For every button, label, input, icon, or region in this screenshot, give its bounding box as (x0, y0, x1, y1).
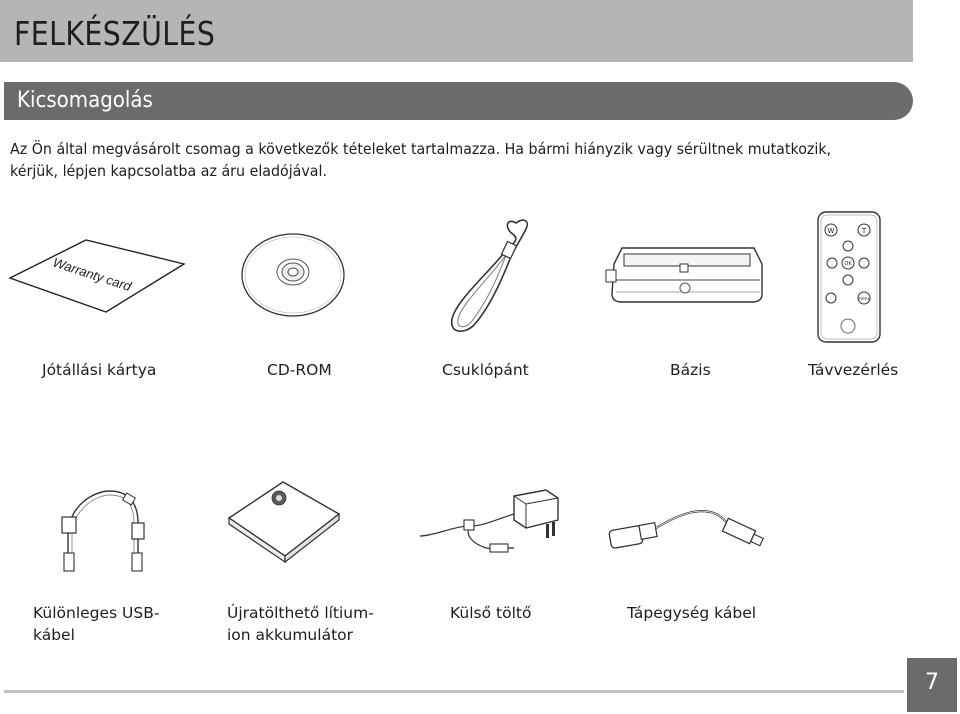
section-title: Kicsomagolás (17, 88, 153, 113)
item-charger (414, 486, 564, 562)
battery-icon (225, 478, 343, 564)
cd-rom-icon (240, 232, 346, 318)
caption-battery-line2: ion akkumulátor (227, 626, 353, 644)
caption-battery-line1: Újratölthető lítium- (227, 604, 374, 622)
remote-control-icon (816, 210, 882, 344)
item-usb-cable (54, 487, 154, 573)
wrist-strap-icon (444, 215, 534, 337)
caption-warranty-card: Jótállási kártya (42, 361, 157, 379)
caption-usb-cable-line2: kábel (33, 626, 75, 644)
caption-wrist-strap: Csuklópánt (442, 361, 529, 379)
usb-cable-icon (54, 487, 154, 573)
chapter-header (0, 0, 913, 62)
caption-dock-base: Bázis (670, 361, 711, 379)
item-remote-control (816, 210, 882, 344)
page-number-box (907, 658, 957, 712)
dock-base-icon (604, 244, 770, 306)
caption-cd-rom: CD-ROM (267, 361, 332, 379)
intro-paragraph: Az Ön által megvásárolt csomag a következők tételeket tartalmazza. Ha bármi hiányzik vagy sérültnek mutatkozik, kérjük, lépjen kapcsolatba az áru eladójával. (10, 140, 832, 180)
chapter-title: FELKÉSZÜLÉS (14, 14, 216, 53)
remote-menu-label: menu (857, 297, 871, 302)
item-cd-rom (240, 232, 346, 318)
charger-icon (414, 486, 564, 562)
item-wrist-strap (444, 215, 534, 337)
warranty-card-icon (8, 238, 188, 318)
caption-power-cable: Tápegység kábel (627, 604, 757, 622)
warranty-card-text: Warranty card (51, 254, 134, 295)
footer-divider (4, 690, 904, 693)
item-dock-base (604, 244, 770, 306)
caption-usb-cable-line1: Különleges USB- (33, 604, 160, 622)
caption-usb-cable (33, 602, 159, 646)
remote-t-label: T (861, 227, 867, 235)
item-power-cable (606, 500, 770, 556)
page-number: 7 (925, 670, 939, 695)
caption-charger: Külső töltő (450, 604, 532, 622)
power-cable-icon (606, 500, 770, 556)
item-warranty-card (8, 238, 188, 318)
item-battery (225, 478, 343, 564)
caption-battery (227, 602, 374, 646)
remote-w-label: W (827, 227, 835, 235)
section-header (4, 82, 913, 120)
remote-ok-label: OK (844, 261, 852, 267)
caption-remote-control: Távvezérlés (808, 361, 899, 379)
